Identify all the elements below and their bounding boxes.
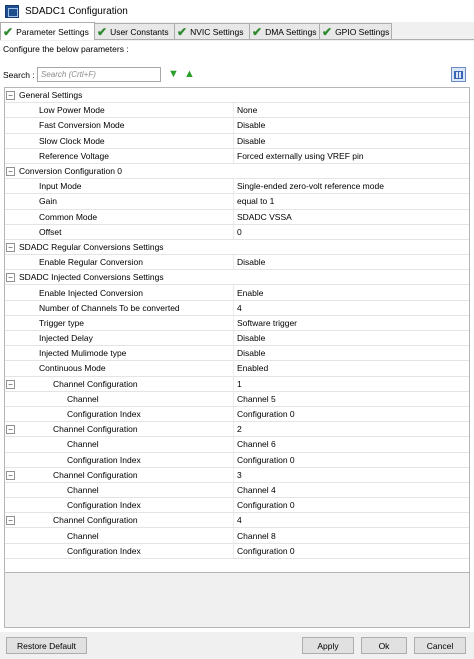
- cancel-button[interactable]: Cancel: [414, 637, 466, 654]
- column-divider: [233, 544, 234, 558]
- tab-label: User Constants: [110, 26, 169, 37]
- check-icon: ✔: [252, 24, 263, 39]
- param-name: Enable Regular Conversion: [39, 257, 143, 268]
- param-name: Injected Delay: [39, 333, 93, 344]
- param-value[interactable]: equal to 1: [237, 196, 275, 207]
- param-name: General Settings: [19, 90, 83, 101]
- tree-row[interactable]: [5, 453, 469, 468]
- column-divider: [233, 134, 234, 148]
- tree-row[interactable]: [5, 513, 469, 528]
- grid-view-icon[interactable]: [451, 67, 466, 82]
- param-value[interactable]: Channel 5: [237, 393, 276, 404]
- ok-button[interactable]: Ok: [361, 637, 407, 654]
- tree-row[interactable]: [5, 468, 469, 483]
- param-name: Low Power Mode: [39, 105, 105, 116]
- collapse-icon[interactable]: −: [6, 243, 15, 252]
- description-panel: [4, 572, 470, 628]
- param-value[interactable]: Channel 8: [237, 530, 276, 541]
- column-divider: [233, 285, 234, 299]
- tree-row[interactable]: [5, 149, 469, 164]
- tree-row[interactable]: [5, 544, 469, 559]
- param-name: Injected Mulimode type: [39, 348, 127, 359]
- column-divider: [233, 453, 234, 467]
- param-name: Offset: [39, 226, 62, 237]
- tree-row[interactable]: [5, 179, 469, 194]
- collapse-icon[interactable]: −: [6, 167, 15, 176]
- param-name: Configuration Index: [67, 409, 141, 420]
- column-divider: [233, 194, 234, 208]
- param-name: SDADC Injected Conversions Settings: [19, 272, 164, 283]
- column-divider: [233, 210, 234, 224]
- param-value[interactable]: None: [237, 105, 258, 116]
- column-divider: [233, 361, 234, 375]
- column-divider: [233, 422, 234, 436]
- tree-row[interactable]: [5, 528, 469, 543]
- tree-row[interactable]: [5, 346, 469, 361]
- window-title: SDADC1 Configuration: [25, 5, 128, 17]
- check-icon: ✔: [322, 24, 333, 39]
- tab-label: Parameter Settings: [16, 26, 89, 37]
- tree-row[interactable]: [5, 407, 469, 422]
- tree-row[interactable]: [5, 331, 469, 346]
- column-divider: [233, 483, 234, 497]
- button-bar: [0, 632, 474, 659]
- param-name: Number of Channels To be converted: [39, 302, 180, 313]
- check-icon: ✔: [97, 24, 108, 39]
- collapse-icon[interactable]: −: [6, 91, 15, 100]
- param-name: Gain: [39, 196, 57, 207]
- param-value[interactable]: Enabled: [237, 363, 269, 374]
- tree-row[interactable]: [5, 361, 469, 376]
- collapse-icon[interactable]: −: [6, 273, 15, 282]
- param-name: Channel Configuration: [53, 515, 138, 526]
- param-value[interactable]: 4: [237, 302, 242, 313]
- param-name: Configuration Index: [67, 500, 141, 511]
- tab-label: NVIC Settings: [190, 26, 244, 37]
- param-value[interactable]: Software trigger: [237, 317, 297, 328]
- column-divider: [233, 392, 234, 406]
- column-divider: [233, 103, 234, 117]
- apply-button[interactable]: Apply: [302, 637, 354, 654]
- param-name: Channel: [67, 530, 99, 541]
- param-value[interactable]: Disable: [237, 257, 266, 268]
- param-value[interactable]: Disable: [237, 333, 266, 344]
- check-icon: ✔: [3, 24, 14, 39]
- tree-group-row[interactable]: [5, 164, 469, 179]
- param-name: SDADC Regular Conversions Settings: [19, 241, 164, 252]
- param-value[interactable]: Configuration 0: [237, 500, 295, 511]
- collapse-icon[interactable]: −: [6, 425, 15, 434]
- check-icon: ✔: [177, 24, 188, 39]
- tab-dma-settings[interactable]: [250, 23, 320, 39]
- column-divider: [233, 225, 234, 239]
- param-name: Reference Voltage: [39, 150, 109, 161]
- column-divider: [233, 407, 234, 421]
- param-value[interactable]: 3: [237, 469, 242, 480]
- column-divider: [233, 179, 234, 193]
- param-value[interactable]: Channel 6: [237, 439, 276, 450]
- column-divider: [233, 118, 234, 132]
- param-value[interactable]: Disable: [237, 348, 266, 359]
- tree-row[interactable]: [5, 301, 469, 316]
- param-value[interactable]: 0: [237, 226, 242, 237]
- tree-row[interactable]: [5, 437, 469, 452]
- search-label: Search :: [3, 70, 35, 80]
- column-divider: [233, 346, 234, 360]
- param-name: Input Mode: [39, 181, 82, 192]
- tree-row[interactable]: [5, 118, 469, 133]
- parameter-settings-panel: [0, 41, 474, 632]
- param-value[interactable]: Single-ended zero-volt reference mode: [237, 181, 384, 192]
- tab-label: GPIO Settings: [335, 26, 390, 37]
- column-divider: [233, 528, 234, 542]
- column-divider: [233, 437, 234, 451]
- tree-row[interactable]: [5, 134, 469, 149]
- param-value[interactable]: Enable: [237, 287, 264, 298]
- collapse-icon[interactable]: −: [6, 471, 15, 480]
- tree-row[interactable]: [5, 498, 469, 513]
- param-name: Channel Configuration: [53, 424, 138, 435]
- column-divider: [233, 149, 234, 163]
- tab-user-constants[interactable]: [95, 23, 175, 39]
- tree-row[interactable]: [5, 285, 469, 300]
- tab-gpio-settings[interactable]: [320, 23, 392, 39]
- tree-group-row[interactable]: [5, 88, 469, 103]
- tree-row[interactable]: [5, 316, 469, 331]
- param-value[interactable]: 1: [237, 378, 242, 389]
- parameter-tree: [4, 87, 470, 597]
- arrow-down-icon[interactable]: ▼: [168, 68, 179, 80]
- tab-parameter-settings[interactable]: [0, 22, 95, 40]
- column-divider: [233, 316, 234, 330]
- param-name: Conversion Configuration 0: [19, 166, 123, 177]
- param-value[interactable]: Forced externally using VREF pin: [237, 150, 364, 161]
- param-name: Common Mode: [39, 211, 98, 222]
- param-value[interactable]: Channel 4: [237, 484, 276, 495]
- tree-row[interactable]: [5, 194, 469, 209]
- param-name: Fast Conversion Mode: [39, 120, 125, 131]
- tree-row[interactable]: [5, 255, 469, 270]
- param-name: Channel: [67, 439, 99, 450]
- column-divider: [233, 513, 234, 527]
- tree-group-row[interactable]: [5, 240, 469, 255]
- param-name: Enable Injected Conversion: [39, 287, 143, 298]
- tab-nvic-settings[interactable]: [175, 23, 250, 39]
- param-value[interactable]: Configuration 0: [237, 454, 295, 465]
- tree-row[interactable]: [5, 483, 469, 498]
- param-name: Channel Configuration: [53, 378, 138, 389]
- title-bar: [0, 0, 474, 22]
- param-value[interactable]: SDADC VSSA: [237, 211, 292, 222]
- collapse-icon[interactable]: −: [6, 516, 15, 525]
- param-name: Slow Clock Mode: [39, 135, 105, 146]
- column-divider: [233, 255, 234, 269]
- param-value[interactable]: Disable: [237, 120, 266, 131]
- param-name: Continuous Mode: [39, 363, 106, 374]
- param-value[interactable]: Configuration 0: [237, 545, 295, 556]
- param-name: Configuration Index: [67, 454, 141, 465]
- param-value[interactable]: Configuration 0: [237, 409, 295, 420]
- arrow-up-icon[interactable]: ▲: [184, 68, 195, 80]
- column-divider: [233, 498, 234, 512]
- param-name: Configuration Index: [67, 545, 141, 556]
- column-divider: [233, 468, 234, 482]
- param-name: Trigger type: [39, 317, 85, 328]
- tab-bar: [0, 23, 474, 40]
- param-name: Channel: [67, 393, 99, 404]
- tree-row[interactable]: [5, 225, 469, 240]
- column-divider: [233, 331, 234, 345]
- param-name: Channel Configuration: [53, 469, 138, 480]
- tree-row[interactable]: [5, 103, 469, 118]
- param-value[interactable]: 4: [237, 515, 242, 526]
- param-name: Channel: [67, 484, 99, 495]
- param-value[interactable]: 2: [237, 424, 242, 435]
- tree-row[interactable]: [5, 377, 469, 392]
- restore-default-button[interactable]: Restore Default: [6, 637, 87, 654]
- tree-group-row[interactable]: [5, 270, 469, 285]
- app-icon: [5, 5, 19, 18]
- column-divider: [233, 377, 234, 391]
- tree-row[interactable]: [5, 422, 469, 437]
- tab-label: DMA Settings: [265, 26, 317, 37]
- column-divider: [233, 301, 234, 315]
- search-input[interactable]: [37, 67, 161, 82]
- tree-row[interactable]: [5, 210, 469, 225]
- param-value[interactable]: Disable: [237, 135, 266, 146]
- configure-label: Configure the below parameters :: [3, 44, 129, 54]
- tree-row[interactable]: [5, 392, 469, 407]
- collapse-icon[interactable]: −: [6, 380, 15, 389]
